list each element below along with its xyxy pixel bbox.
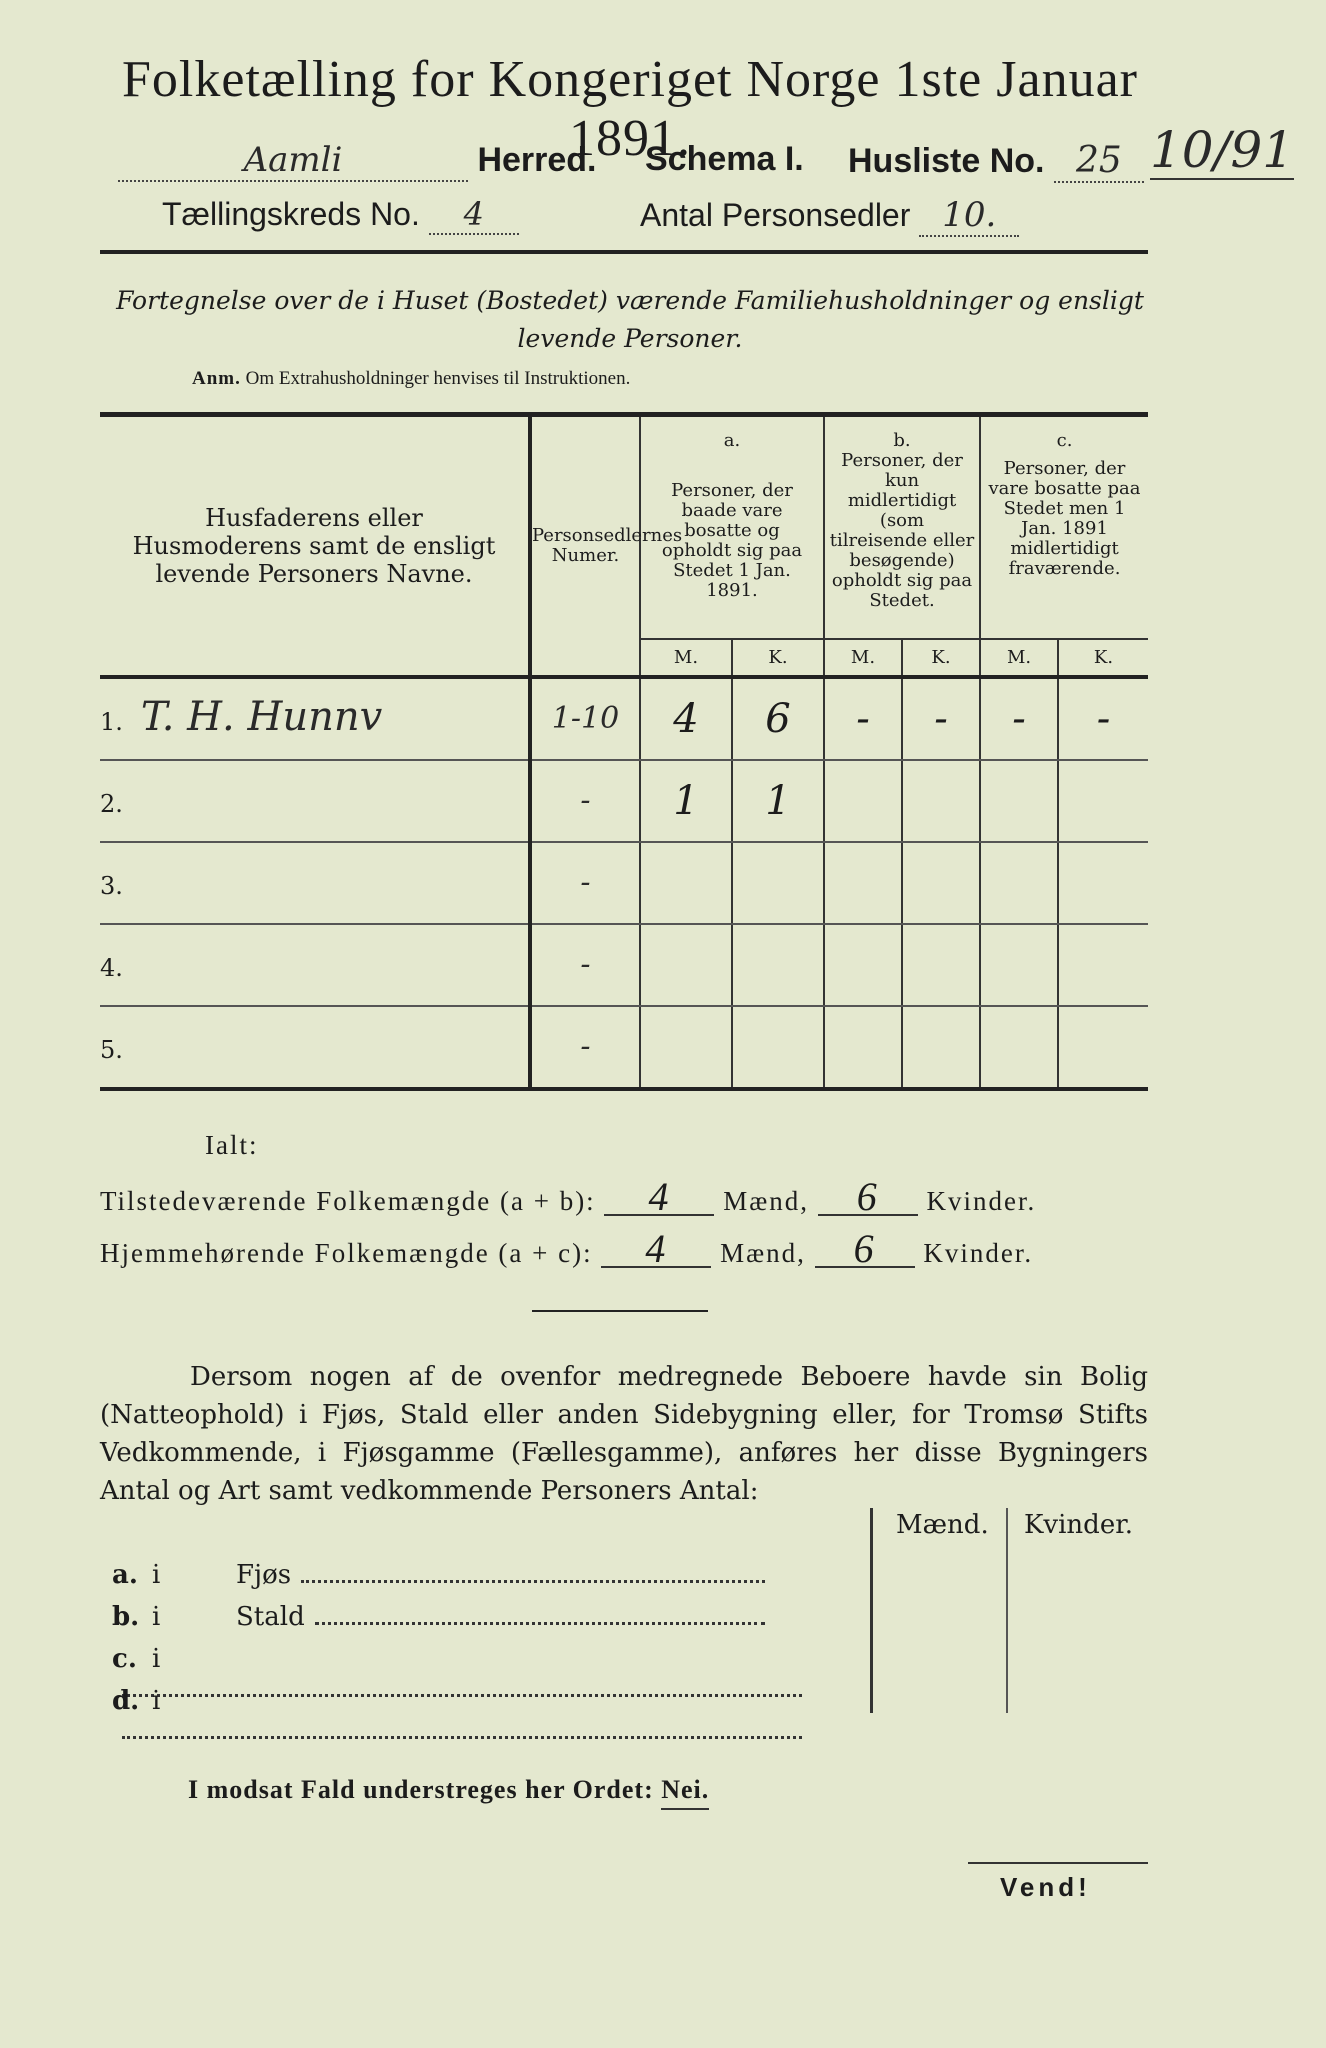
herred-value: Aamli: [118, 140, 468, 182]
anm-note: [192, 368, 630, 390]
col-a-letter: a.: [723, 430, 741, 451]
ialt-label: Ialt:: [205, 1130, 259, 1160]
husliste-label: Husliste No.: [848, 142, 1045, 180]
totals-line-2-label: Hjemmehørende Folkemængde (a + c):: [100, 1238, 593, 1268]
row-ak: [732, 924, 824, 1006]
row-ak: 1: [732, 760, 824, 842]
row-num: -: [530, 842, 640, 924]
row-num: 1-10: [530, 677, 640, 760]
row-bm: [824, 1006, 902, 1089]
item-dotted-line: [122, 1736, 802, 1739]
row-name-cell: [100, 842, 530, 924]
row-cm: [980, 760, 1058, 842]
col-header-num: Personsedlernes Numer.: [530, 417, 640, 677]
row-ck: [1058, 924, 1148, 1006]
row-bm: [824, 924, 902, 1006]
intro-line-1: Fortegnelse over de i Huset (Bostedet) værende Familiehusholdninger og ensligt: [116, 286, 1144, 315]
item-prep: i: [152, 1686, 161, 1716]
col-c-text: Personer, der vare bosatte paa Stedet men 1 Jan. 1891 midlertidigt fraværende.: [988, 458, 1141, 579]
totals-line-2-men: 4: [601, 1232, 711, 1268]
item-prep: i: [152, 1644, 161, 1674]
col-a-k: K.: [732, 639, 824, 677]
row-number: 5.: [100, 1035, 123, 1064]
husliste-group: [848, 140, 1144, 183]
table-row: [100, 924, 1148, 1006]
household-table: [100, 417, 1148, 1091]
item-dotted-line: [315, 1622, 765, 1625]
row-num: -: [530, 1006, 640, 1089]
row-ak: [732, 842, 824, 924]
row-bm: [824, 842, 902, 924]
row-cm: [980, 1006, 1058, 1089]
col-a-m: M.: [640, 639, 732, 677]
item-letter: d.: [112, 1686, 140, 1716]
modsat-label: I modsat Fald understreges her Ordet:: [188, 1775, 654, 1804]
modsat-word: Nei.: [661, 1775, 709, 1810]
row-number: 3.: [100, 871, 123, 900]
row-bk: [902, 1006, 980, 1089]
item-label: Stald: [236, 1602, 305, 1632]
col-b-k: K.: [902, 639, 980, 677]
table-row: [100, 760, 1148, 842]
kreds-value: 4: [429, 195, 519, 235]
totals-line-1-label: Tilstedeværende Folkemængde (a + b):: [100, 1186, 596, 1216]
item-prep: i: [152, 1560, 161, 1590]
intro-text: [100, 282, 1160, 358]
intro-line-2: levende Personer.: [517, 324, 743, 353]
row-ck: [1058, 1006, 1148, 1089]
row-am: 4: [640, 677, 732, 760]
building-item: [112, 1686, 862, 1746]
totals-line-1: [100, 1174, 1148, 1219]
bottom-paragraph: Dersom nogen af de ovenfor medregnede Beboere havde sin Bolig (Natteophold) i Fjøs, Stald eller anden Sidebygning eller, for Tromsø Stifts Vedkommende, i Fjøsgamme (Fællesgamme), anføres her disse Bygningers Antal og Art samt vedkommende Personers Antal:: [100, 1362, 1148, 1506]
row-bk: [902, 842, 980, 924]
col-b-text: Personer, der kun midlertidigt (som tilreisende eller besøgende) opholdt sig paa Stedet.: [829, 450, 975, 611]
bottom-vline-1: [870, 1508, 873, 1713]
item-prep: i: [152, 1602, 161, 1632]
totals-line-2-maend: Mænd,: [720, 1238, 806, 1268]
row-num: -: [530, 760, 640, 842]
vend-rule: [968, 1862, 1148, 1864]
form-title: Folketælling for Kongeriget Norge 1ste Januar 1891.: [122, 51, 1138, 167]
totals-line-1-maend: Mænd,: [723, 1186, 809, 1216]
item-letter: b.: [112, 1602, 140, 1632]
col-b-m: M.: [824, 639, 902, 677]
col-c-letter: c.: [1056, 430, 1073, 451]
row-name-cell: [100, 760, 530, 842]
row-name-cell: [100, 924, 530, 1006]
schema-label: Schema I.: [645, 140, 804, 178]
antal-row: [640, 195, 1019, 237]
col-c-m: M.: [980, 639, 1058, 677]
row-am: [640, 924, 732, 1006]
row-ak: 6: [732, 677, 824, 760]
herred-label: Herred.: [477, 141, 597, 179]
anm-label: Anm.: [192, 368, 241, 389]
herred-row: [118, 140, 597, 182]
antal-label: Antal Personsedler: [640, 197, 911, 233]
item-label: Fjøs: [236, 1560, 292, 1590]
totals-line-1-men: 4: [604, 1180, 714, 1216]
row-bm: -: [824, 677, 902, 760]
row-ck: [1058, 760, 1148, 842]
row-cm: -: [980, 677, 1058, 760]
bottom-col-maend: Mænd.: [896, 1510, 989, 1540]
row-ck: -: [1058, 677, 1148, 760]
row-bk: [902, 760, 980, 842]
row-am: 1: [640, 760, 732, 842]
building-item: [112, 1560, 862, 1590]
row-num: -: [530, 924, 640, 1006]
corner-note: 10/91: [1150, 121, 1295, 179]
totals-line-1-kvinder: Kvinder.: [926, 1186, 1037, 1216]
row-number: 1.: [100, 707, 123, 736]
bottom-vline-2: [1006, 1508, 1008, 1713]
row-cm: [980, 842, 1058, 924]
kreds-label: Tællingskreds No.: [162, 196, 420, 232]
vend-label: Vend!: [1000, 1872, 1091, 1902]
row-am: [640, 1006, 732, 1089]
row-bk: -: [902, 677, 980, 760]
item-dotted-line: [301, 1580, 765, 1583]
row-am: [640, 842, 732, 924]
row-name-cell: [100, 1006, 530, 1089]
modsat-row: [188, 1775, 709, 1805]
row-number: 2.: [100, 789, 123, 818]
col-b-letter: b.: [893, 430, 911, 451]
antal-value: 10.: [919, 195, 1019, 237]
col-header-c: [980, 417, 1148, 639]
kreds-row: [162, 195, 519, 235]
row-name-cell: [100, 677, 530, 760]
table-row: [100, 677, 1148, 760]
bottom-col-kvinder: Kvinder.: [1024, 1510, 1134, 1540]
row-ck: [1058, 842, 1148, 924]
row-ak: [732, 1006, 824, 1089]
totals-line-2: [100, 1226, 1148, 1271]
item-letter: c.: [112, 1644, 137, 1674]
totals-line-2-kvinder: Kvinder.: [923, 1238, 1034, 1268]
col-a-text: Personer, der baade vare bosatte og opholdt sig paa Stedet 1 Jan. 1891.: [661, 480, 803, 601]
row-cm: [980, 924, 1058, 1006]
row-number: 4.: [100, 953, 123, 982]
separator-rule: [532, 1310, 708, 1312]
header-rule: [100, 250, 1148, 254]
totals-line-1-women: 6: [818, 1180, 918, 1216]
col-header-b: [824, 417, 980, 639]
table-row: [100, 842, 1148, 924]
anm-text: Om Extrahusholdninger henvises til Instruktionen.: [245, 368, 631, 389]
husliste-value: 25: [1054, 140, 1144, 183]
row-bk: [902, 924, 980, 1006]
col-c-k: K.: [1058, 639, 1148, 677]
table-row: [100, 1006, 1148, 1089]
building-item: [112, 1602, 862, 1632]
col-header-name: Husfaderens eller Husmoderens samt de ensligt levende Personers Navne.: [132, 504, 496, 588]
row-name: T. H. Hunnv: [140, 693, 383, 740]
totals-line-2-women: 6: [815, 1232, 915, 1268]
item-letter: a.: [112, 1560, 138, 1590]
row-bm: [824, 760, 902, 842]
